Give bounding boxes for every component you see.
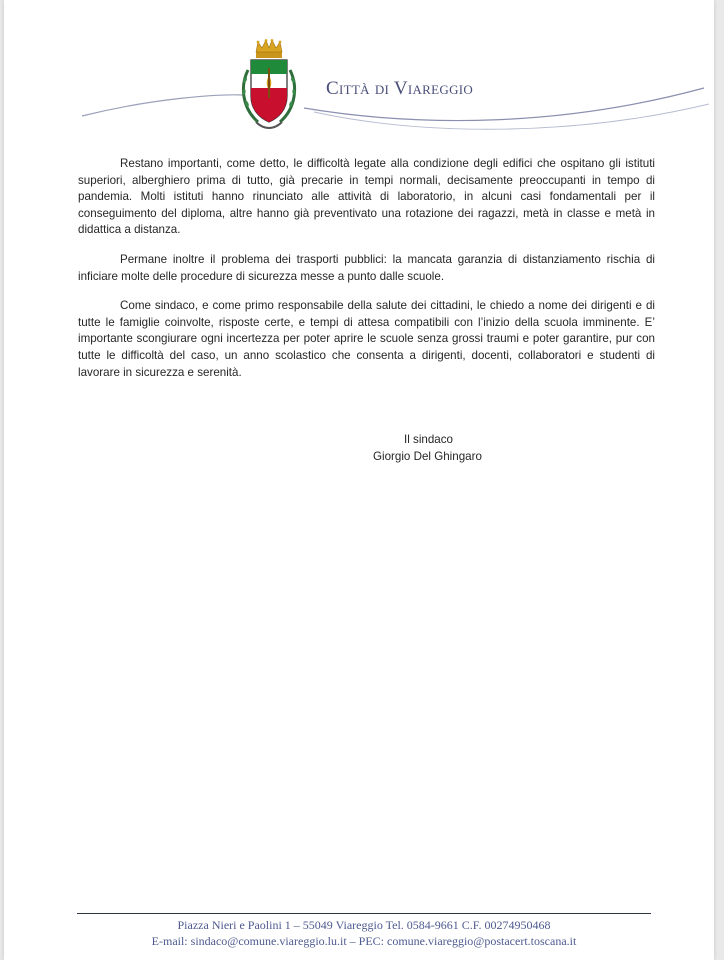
letter-page: [4, 0, 714, 960]
paragraph-3: Come sindaco, e come primo responsabile della salute dei cittadini, le chiedo a nome dei dirigenti e di tutte le famiglie coinvolte, risposte certe, e tempi di attesa compatibili con l’inizio della scuola imminente. E’ importante scongiurare ogni incertezza per poter aprire le scuole senza grossi traumi e poter garantire, pur con tutte le difficoltà del caso, un anno scolastico che consenta a dirigenti, docenti, collaboratori e studenti di lavorare in sicurezza e serenità.: [78, 299, 655, 379]
city-name-heading: Città di Viareggio: [326, 78, 474, 99]
paragraph-2: Permane inoltre il problema dei trasporti pubblici: la mancata garanzia di distanziamento rischia di inficiare molte delle procedure di sicurezza messe a punto dalle scuole.: [78, 252, 655, 283]
footer-contact: [77, 917, 651, 949]
paragraph-1: Restano importanti, come detto, le difficoltà legate alla condizione degli edifici che ospitano gli istituti superiori, alberghiero prima di tutto, già precarie in tempi normali, decisamente preoccupanti in tempo di pandemia. Molti istituti hanno rinunciato alle attività di laboratorio, in alcuni casi fondamentali per il conseguimento del diploma, altre hanno già preventivato una rotazione dei ragazzi, metà in classe e metà in didattica a distanza.: [78, 157, 655, 237]
left-swoosh: [82, 95, 244, 116]
footer-divider: [77, 913, 651, 914]
signatory-title: Il sindaco: [404, 433, 453, 446]
right-swoosh-lower: [314, 104, 709, 129]
letter-body: [78, 156, 655, 394]
city-crest-emblem: [236, 38, 302, 134]
footer-address-line: Piazza Nieri e Paolini 1 – 55049 Viareggio Tel. 0584-9661 C.F. 00274950468: [177, 918, 551, 932]
header-swoosh-lines: [4, 0, 714, 150]
signatory-name: Giorgio Del Ghingaro: [373, 450, 482, 463]
footer-email-line: E-mail: sindaco@comune.viareggio.lu.it – PEC: comune.viareggio@postacert.toscana.it: [151, 934, 577, 948]
crown-icon: [256, 39, 282, 58]
shield-icon: [251, 60, 287, 122]
signature-block: [373, 431, 482, 465]
